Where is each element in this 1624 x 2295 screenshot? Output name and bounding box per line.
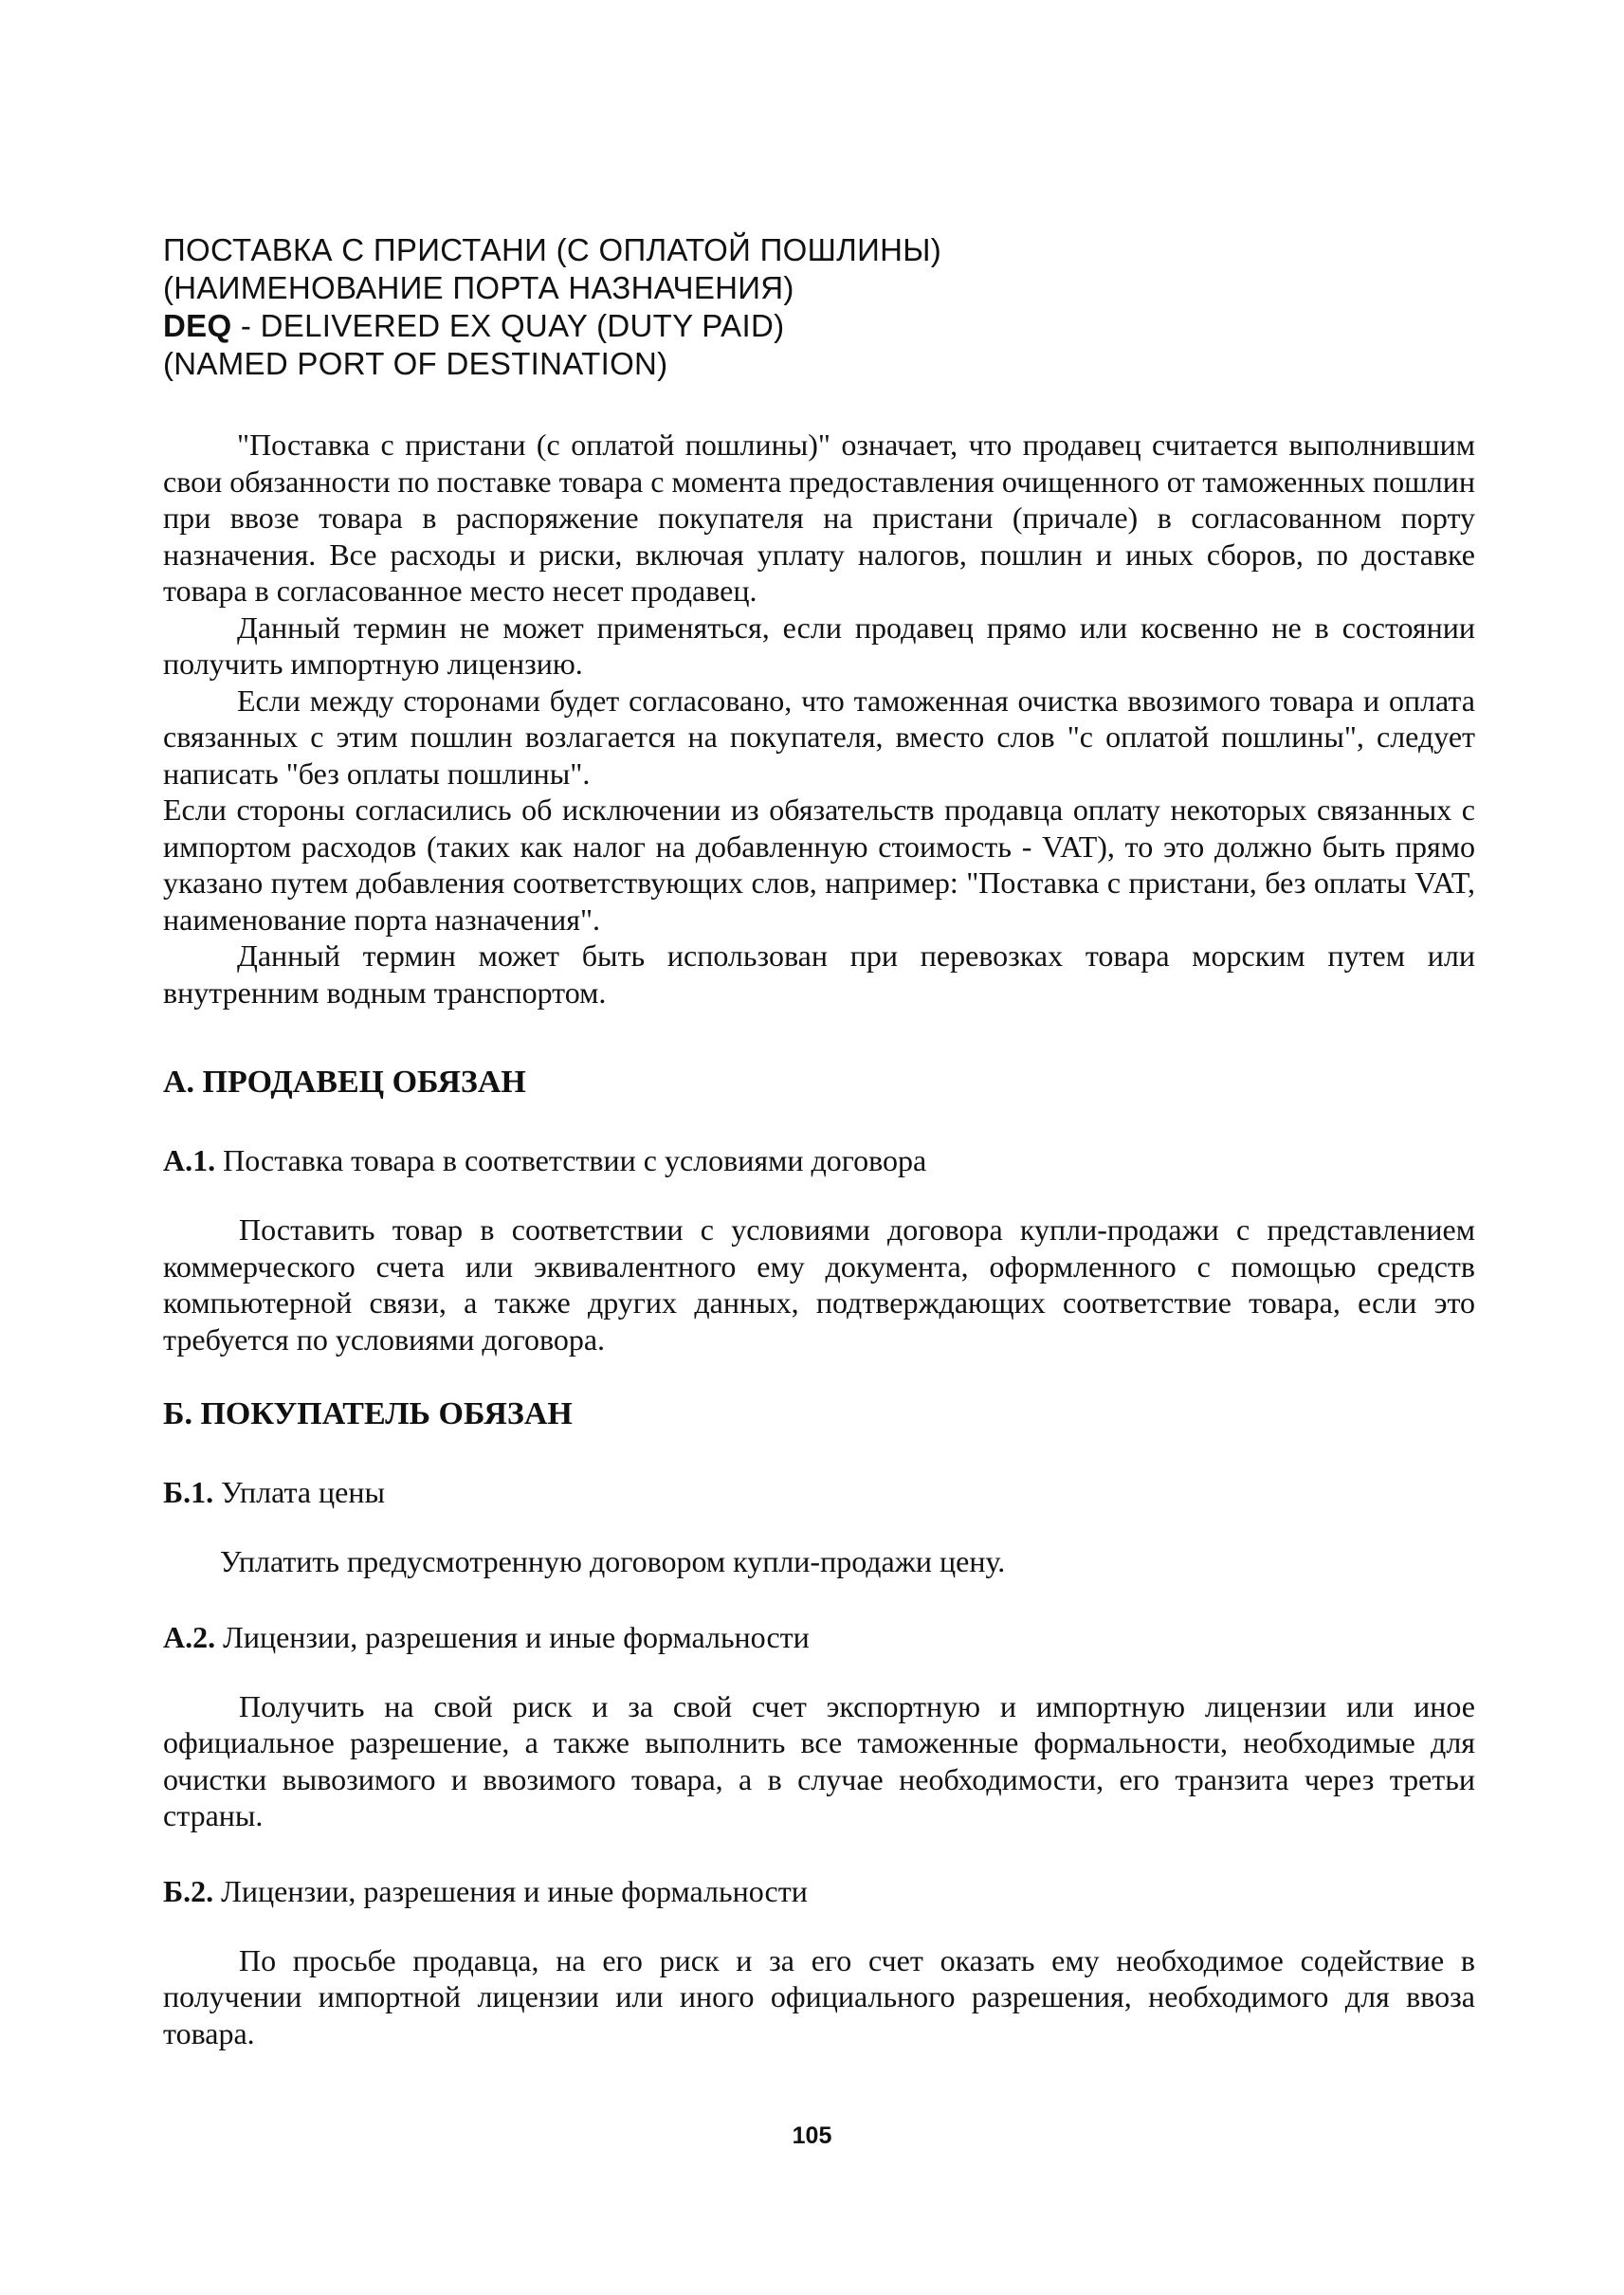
clause-b2-title: Лицензии, разрешения и иные формальности: [213, 1873, 808, 1908]
clause-a2-body: Получить на свой риск и за свой счет экспортную и импортную лицензии или иное официальное разрешение, а также выполнить все таможенные формальности, необходимые для очистки вывозимого и ввозимого товара, а в случае необходимости, его транзита через третьи страны.: [163, 1688, 1475, 1832]
title-line-2: (НАИМЕНОВАНИЕ ПОРТА НАЗНАЧЕНИЯ): [163, 270, 794, 305]
intro-paragraph-2: Данный термин не может применяться, если продавец прямо или косвенно не в состоянии получить импортную лицензию.: [163, 610, 1475, 681]
clause-a1-title: Поставка товара в соответствии с условиями договора: [215, 1143, 927, 1177]
intro-paragraph-3: Если между сторонами будет согласовано, что таможенная очистка ввозимого товара и оплата связанных с этим пошлин возлагается на покупателя, вместо слов "с оплатой пошлины", следует написать "без оплаты пошлины".: [163, 683, 1475, 791]
clause-b1-title: Уплата цены: [213, 1475, 385, 1509]
section-a-heading: А. ПРОДАВЕЦ ОБЯЗАН: [163, 1065, 526, 1100]
page-number: 105: [792, 2122, 832, 2149]
clause-b1-heading: [163, 1473, 1475, 1511]
clause-b2-body: По просьбе продавца, на его риск и за его счет оказать ему необходимое содействие в получении импортной лицензии или иного официального разрешения, необходимого для ввоза товара.: [163, 1942, 1475, 2050]
intro-paragraph-5: Данный термин может быть использован при перевозках товара морским путем или внутренним водным транспортом.: [163, 938, 1475, 1010]
clause-a1-number: А.1.: [163, 1143, 216, 1177]
document-title: [163, 231, 1475, 383]
clause-a2-number: А.2.: [163, 1619, 216, 1654]
section-b-heading: Б. ПОКУПАТЕЛЬ ОБЯЗАН: [163, 1396, 573, 1431]
title-line-4: (NAMED PORT OF DESTINATION): [163, 346, 668, 381]
title-line-1: ПОСТАВКА С ПРИСТАНИ (С ОПЛАТОЙ ПОШЛИНЫ): [163, 232, 942, 267]
clause-a2-heading: [163, 1618, 1475, 1656]
clause-b1-number: Б.1.: [163, 1475, 214, 1509]
intro-paragraph-4: Если стороны согласились об исключении из обязательств продавца оплату некоторых связанных с импортом расходов (таких как налог на добавленную стоимость - VAT), то это должно быть прямо указано путем добавления соответствующих слов, например: "Поставка с пристани, без оплаты VAT, наименование порта назначения".: [163, 792, 1475, 937]
term-code: DEQ: [163, 308, 232, 343]
clause-b2-heading: [163, 1872, 1475, 1910]
clause-b1-body: Уплатить предусмотренную договором купли-продажи цену.: [220, 1544, 1006, 1578]
title-line-3: [163, 307, 1475, 345]
document-page: [163, 231, 1475, 2089]
clause-a1-heading: [163, 1141, 1475, 1179]
intro-paragraph-1: "Поставка с пристани (с оплатой пошлины)" означает, что продавец считается выполнившим свои обязанности по поставке товара с момента предоставления очищенного от таможенных пошлин при ввозе товара в распоряжение покупателя на пристани (причале) в согласованном порту назначения. Все расходы и риски, включая уплату налогов, пошлин и иных сборов, по доставке товара в согласованное место несет продавец.: [163, 428, 1475, 608]
clause-a1-body: Поставить товар в соответствии с условиями договора купли-продажи с представлением коммерческого счета или эквивалентного ему документа, оформленного с помощью средств компьютерной связи, а также других данных, подтверждающих соответствие товара, если это требуется по условиями договора.: [163, 1212, 1475, 1357]
clause-a2-title: Лицензии, разрешения и иные формальности: [215, 1619, 810, 1654]
clause-b2-number: Б.2.: [163, 1873, 214, 1908]
term-english-name: - DELIVERED EX QUAY (DUTY PAID): [231, 308, 785, 343]
